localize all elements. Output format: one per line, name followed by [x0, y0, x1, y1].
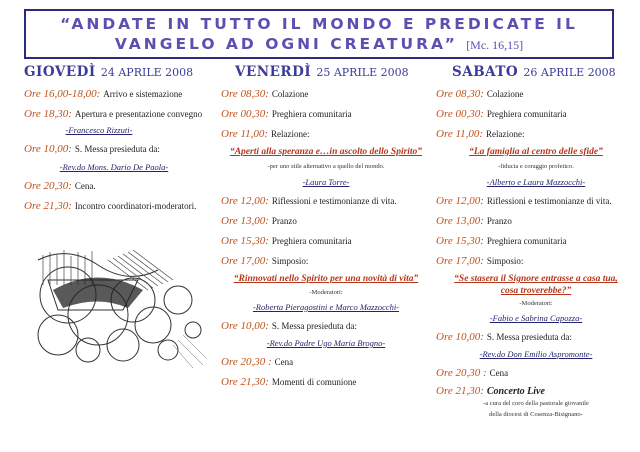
schedule-item [436, 256, 636, 267]
event-time: Ore 18,30: [24, 108, 72, 120]
celebrant [221, 338, 431, 348]
schedule-item [221, 196, 431, 207]
event-text: Pranzo [271, 216, 297, 226]
event-text: Apertura e presentazione convegno [74, 109, 203, 119]
event-text: Arrivo e sistemazione [103, 89, 183, 99]
event-time: Ore 08,30: [221, 88, 269, 100]
celebrant-name: -Rev.do Don Emilio Aspromonte- [479, 349, 593, 359]
sketch-illustration [28, 240, 208, 370]
header-line-2 [26, 34, 612, 55]
speaker-name: -Francesco Rizzuti- [65, 125, 133, 135]
moderators-name: -Fabio e Sabrina Capozza- [489, 313, 583, 323]
celebrant [436, 349, 636, 359]
schedule-item [436, 129, 636, 140]
celebrant [24, 162, 204, 172]
event-text: Cena. [74, 181, 96, 191]
schedule-item [24, 201, 224, 212]
moderators-label: -Moderatori: [309, 289, 343, 296]
schedule-item [24, 144, 224, 155]
event-time: Ore 00,30: [221, 108, 269, 120]
event-time: Ore 17,00: [436, 255, 484, 267]
speaker-name: -Laura Torre- [302, 177, 350, 187]
moderators [221, 302, 431, 312]
event-text: Colazione [271, 89, 309, 99]
event-time: Ore 10,00: [436, 331, 484, 343]
schedule-item [221, 377, 431, 388]
speaker [221, 177, 431, 187]
event-text: Incontro coordinatori-moderatori. [74, 201, 197, 211]
day-heading-giovedi [24, 64, 224, 80]
schedule-item [221, 236, 431, 247]
schedule-item [221, 129, 431, 140]
bible-reference: [Mc. 16,15] [466, 38, 524, 52]
speaker [436, 177, 636, 187]
event-time: Ore 16,00-18,00: [24, 88, 101, 100]
event-text: Concerto Live [486, 386, 545, 397]
concert-note-1: -a cura del coro della pastorale giovanile [483, 400, 589, 407]
event-time: Ore 21,30: [221, 376, 269, 388]
schedule-item [436, 236, 636, 247]
moderators-name: -Roberta Pieragostini e Marco Mazzocchi- [252, 302, 400, 312]
schedule-item [436, 89, 636, 100]
event-time: Ore 10,00: [24, 143, 72, 155]
event-time: Ore 13,00: [221, 215, 269, 227]
event-text: Preghiera comunitaria [486, 109, 567, 119]
celebrant-name: -Rev.do Mons. Dario De Paola- [59, 162, 169, 172]
schedule-item [436, 216, 636, 227]
event-text: Preghiera comunitaria [486, 236, 567, 246]
event-text: Momenti di comunione [271, 377, 357, 387]
schedule-item [24, 181, 224, 192]
day-date: 25 APRILE 2008 [316, 66, 409, 79]
day-name: VENERDÌ [235, 64, 312, 80]
header-banner [24, 9, 614, 59]
event-text: S. Messa presieduta da: [486, 332, 572, 342]
event-text: Relazione: [271, 129, 310, 139]
event-time: Ore 11,00: [436, 128, 484, 140]
concert-note-2: della diocesi di Cosenza-Bisignano- [489, 411, 583, 418]
day-name: GIOVEDÌ [24, 64, 96, 80]
event-text: Simposio: [486, 256, 524, 266]
event-text: Preghiera comunitaria [271, 236, 352, 246]
schedule-item [221, 109, 431, 120]
day-date: 26 APRILE 2008 [523, 66, 616, 79]
event-time: Ore 08,30: [436, 88, 484, 100]
day-heading-venerdi [221, 64, 431, 80]
event-time: Ore 20,30 : [221, 356, 272, 368]
schedule-item [436, 332, 636, 343]
schedule-item [221, 89, 431, 100]
event-text: S. Messa presieduta da: [74, 144, 160, 154]
event-time: Ore 15,30: [221, 235, 269, 247]
schedule-item [221, 321, 431, 332]
schedule-item [221, 216, 431, 227]
day-date: 24 APRILE 2008 [100, 66, 194, 79]
event-time: Ore 11,00: [221, 128, 269, 140]
event-time: Ore 00,30: [436, 108, 484, 120]
event-text: Cena [274, 357, 294, 367]
event-time: Ore 17,00: [221, 255, 269, 267]
column-giovedi [24, 64, 224, 212]
schedule-item [221, 256, 431, 267]
schedule-item [221, 357, 431, 368]
schedule-item [24, 109, 224, 120]
symposium-title: “Rinnovati nello Spirito per una novità di vita” [233, 274, 419, 284]
column-venerdi [221, 64, 431, 388]
symposium-title-line-1: “Se stasera il Signore entrasse a casa tua, [454, 274, 618, 284]
schedule-item [436, 109, 636, 120]
event-text: Riflessioni e testimonianze di vita. [271, 196, 397, 206]
event-time: Ore 13,00: [436, 215, 484, 227]
event-time: Ore 21,30: [436, 385, 484, 397]
event-text: Riflessioni e testimonianze di vita. [486, 196, 612, 206]
event-text: Pranzo [486, 216, 512, 226]
column-sabato [436, 64, 636, 420]
event-time: Ore 20,30 : [436, 367, 487, 379]
header-line-2-text: VANGELO AD OGNI CREATURA” [114, 35, 458, 53]
symposium-title-line-2: cosa troverebbe?” [500, 286, 572, 296]
day-heading-sabato [436, 64, 636, 80]
schedule-item [436, 368, 636, 379]
event-text: Simposio: [271, 256, 309, 266]
talk-title: “Aperti alla speranza e…in ascolto dello Spirito” [229, 147, 423, 157]
talk-subtitle: -fiducia e coraggio profetico. [498, 163, 574, 170]
schedule-item [436, 386, 636, 397]
event-time: Ore 10,00: [221, 320, 269, 332]
schedule-item [436, 196, 636, 207]
event-text: Cena [489, 368, 509, 378]
celebrant-name: -Rev.do Padre Ugo Maria Brogno- [266, 338, 386, 348]
event-time: Ore 20,30: [24, 180, 72, 192]
moderators-label: -Moderatori: [519, 300, 553, 307]
talk-subtitle: -per uno stile alternativo a quello del mondo. [267, 163, 385, 170]
schedule-item [24, 89, 224, 100]
event-text: Colazione [486, 89, 524, 99]
event-time: Ore 12,00: [436, 195, 484, 207]
moderators [436, 313, 636, 323]
event-time: Ore 12,00: [221, 195, 269, 207]
talk-title: “La famiglia al centro delle sfide” [469, 147, 603, 157]
event-time: Ore 21,30: [24, 200, 72, 212]
header-line-1: “ANDATE IN TUTTO IL MONDO E PREDICATE IL [60, 15, 578, 33]
event-text: Preghiera comunitaria [271, 109, 352, 119]
event-time: Ore 15,30: [436, 235, 484, 247]
speaker-name: -Alberto e Laura Mazzocchi- [486, 177, 586, 187]
day-name: SABATO [452, 64, 519, 80]
speaker [24, 125, 174, 135]
event-text: Relazione: [486, 129, 525, 139]
event-text: S. Messa presieduta da: [271, 321, 357, 331]
